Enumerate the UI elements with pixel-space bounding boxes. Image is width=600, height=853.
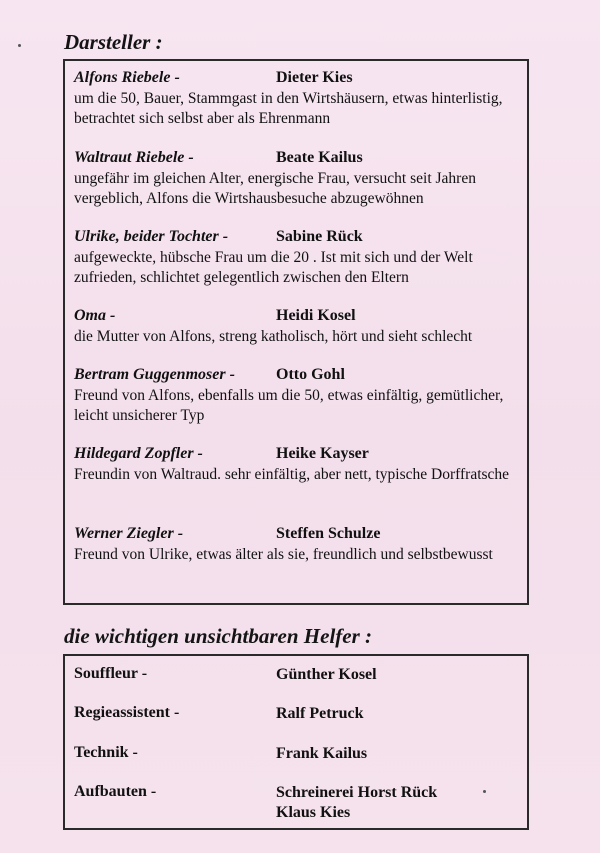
helpers-box xyxy=(63,654,529,830)
paper-speck xyxy=(483,790,486,793)
helper-person: Ralf Petruck xyxy=(276,705,364,722)
cast-role: Ulrike, beider Tochter - xyxy=(74,228,229,245)
cast-section-title: Darsteller : xyxy=(64,30,163,54)
cast-description: Freundin von Waltraud. sehr einfältig, aber nett, typische Dorffratsche xyxy=(74,466,510,483)
helper-job: Regieassistent - xyxy=(74,704,180,721)
helper-job: Aufbauten - xyxy=(74,783,157,800)
helper-person-secondary: Klaus Kies xyxy=(276,804,351,821)
cast-description: um die 50, Bauer, Stammgast in den Wirtshäusern, etwas hinterlistig, betrachtet sich selbst aber als Ehrenmann xyxy=(74,90,503,127)
helper-person: Schreinerei Horst Rück xyxy=(276,784,438,801)
cast-actor: Dieter Kies xyxy=(276,69,353,86)
cast-actor: Otto Gohl xyxy=(276,366,345,383)
helper-job: Technik - xyxy=(74,744,138,761)
helpers-section-title: die wichtigen unsichtbaren Helfer : xyxy=(64,624,373,648)
cast-role: Waltraut Riebele - xyxy=(74,149,194,166)
cast-role: Oma - xyxy=(74,307,116,324)
cast-box xyxy=(63,59,529,605)
cast-description: ungefähr im gleichen Alter, energische Frau, versucht seit Jahren vergeblich, Alfons die Wirtshausbesuche abzugewöhnen xyxy=(74,170,476,207)
cast-role: Bertram Guggenmoser - xyxy=(74,366,235,383)
cast-actor: Beate Kailus xyxy=(276,149,363,166)
cast-description: Freund von Ulrike, etwas älter als sie, freundlich und selbstbewusst xyxy=(74,546,493,563)
cast-description: aufgeweckte, hübsche Frau um die 20 . Ist mit sich und der Welt zufrieden, schlichtet gelegentlich zwischen den Eltern xyxy=(74,249,473,286)
paper-speck xyxy=(18,44,21,47)
cast-actor: Heidi Kosel xyxy=(276,307,356,324)
cast-description: Freund von Alfons, ebenfalls um die 50, etwas einfältig, gemütlicher, leicht unsicherer Typ xyxy=(74,387,504,424)
cast-description: die Mutter von Alfons, streng katholisch, hört und sieht schlecht xyxy=(74,328,473,345)
cast-actor: Sabine Rück xyxy=(276,228,363,245)
cast-role: Hildegard Zopfler - xyxy=(74,445,203,462)
helper-person: Frank Kailus xyxy=(276,745,368,762)
helper-person: Günther Kosel xyxy=(276,666,377,683)
cast-role: Alfons Riebele - xyxy=(74,69,180,86)
cast-role: Werner Ziegler - xyxy=(74,525,184,542)
helper-job: Souffleur - xyxy=(74,665,148,682)
cast-actor: Heike Kayser xyxy=(276,445,369,462)
cast-actor: Steffen Schulze xyxy=(276,525,381,542)
